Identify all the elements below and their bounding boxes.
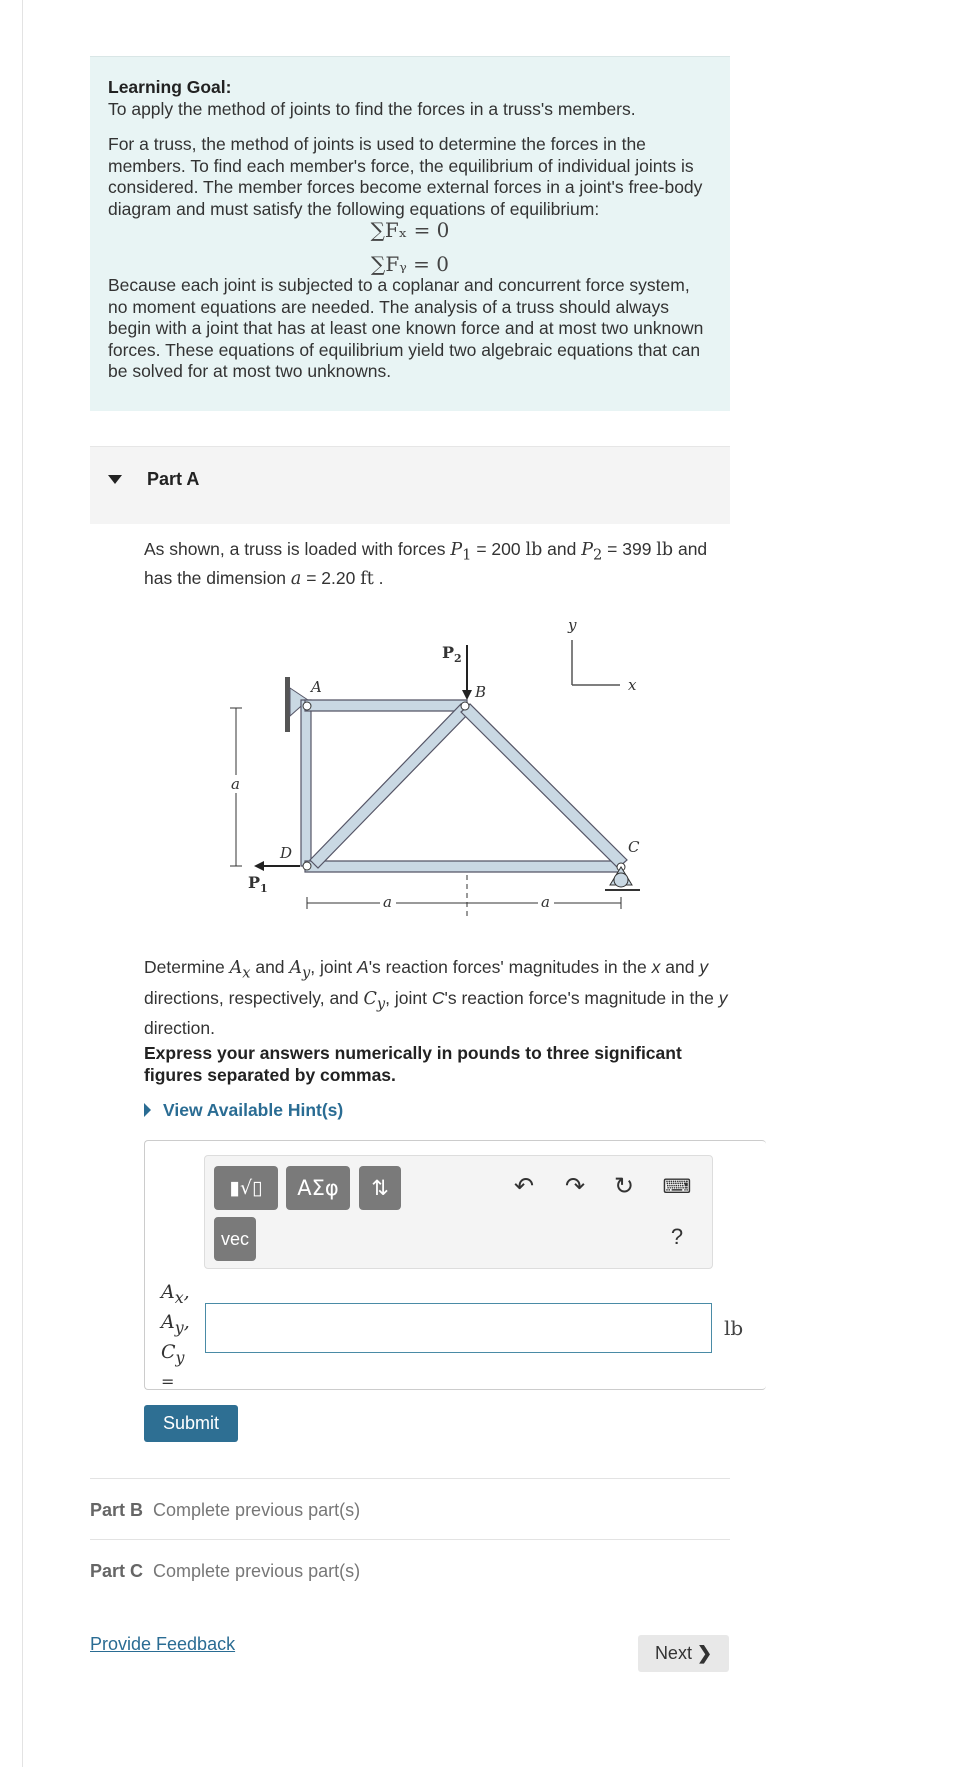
p1-label: $P_1$ — [248, 873, 268, 895]
part-a-header[interactable] — [90, 446, 730, 524]
template-button[interactable]: ▮√▯ — [214, 1166, 278, 1210]
dim-bottom-label-1: a — [383, 893, 392, 911]
member-dc — [305, 861, 622, 872]
subscript-superscript-button[interactable]: ⇅ — [359, 1166, 401, 1210]
joint-c-label: C — [628, 838, 640, 856]
learning-goal-intro: To apply the method of joints to find the forces in a truss's members. — [108, 98, 636, 119]
divider-part-b — [90, 1478, 730, 1479]
submit-button[interactable]: Submit — [144, 1405, 238, 1442]
joint-a-pin — [303, 702, 311, 710]
vector-button[interactable]: vec — [214, 1217, 256, 1261]
part-c-row[interactable]: Part C Complete previous part(s) — [90, 1561, 361, 1581]
answer-input[interactable] — [205, 1303, 712, 1353]
wall-support — [285, 677, 290, 732]
part-b-row[interactable]: Part B Complete previous part(s) — [90, 1500, 361, 1520]
joint-d-pin — [303, 862, 311, 870]
equation-sum-fx: ∑Fₓ = 0 — [370, 218, 450, 242]
dim-left-label: a — [231, 775, 240, 793]
keyboard-icon[interactable]: ⌨ — [662, 1174, 692, 1198]
problem-statement: As shown, a truss is loaded with forces $P_1 = 200$ lb and $P_2 = 399$ lb and has the dimension a = 2.20 ft . — [144, 539, 708, 589]
learning-goal-para2: Because each joint is subjected to a coplanar and concurrent force system, no moment equations are needed. The analysis of a truss should always begin with a joint that has at least one known force and at most two unknown forces. These equations of equilibrium yield two algebraic equations that can be solved for at most two unknowns. — [108, 275, 704, 381]
undo-icon[interactable]: ↶ — [513, 1172, 535, 1200]
joint-a-label: A — [311, 678, 322, 696]
chevron-right-icon: ❯ — [696, 1643, 713, 1663]
roller-wheel-c — [614, 873, 628, 887]
member-db — [310, 704, 470, 868]
view-hints-link[interactable]: View Available Hint(s) — [144, 1100, 343, 1121]
member-ad — [301, 700, 311, 866]
reset-icon[interactable]: ↻ — [613, 1172, 635, 1200]
joint-d-label: D — [280, 844, 293, 862]
p2-arrow-head — [462, 690, 472, 700]
answer-instruction: Express your answers numerically in pounds to three significant figures separated by commas. — [144, 1043, 682, 1085]
truss-figure — [220, 610, 650, 930]
learning-goal-panel — [90, 56, 730, 411]
answer-unit: lb — [724, 1316, 744, 1340]
part-a-title: Part A — [147, 469, 200, 489]
joint-b-pin — [461, 702, 469, 710]
hint-expand-icon — [144, 1103, 151, 1117]
learning-goal-para1: For a truss, the method of joints is used to determine the forces in the members. To find each member's force, the equilibrium of individual joints is considered. The member forces become external forces in a joint's free-body diagram and must satisfy the following equations of equilibrium: — [108, 134, 703, 219]
joint-b-label: B — [475, 683, 487, 701]
math-toolbar — [204, 1155, 713, 1269]
equation-sum-fy: ∑Fᵧ = 0 — [371, 251, 449, 276]
learning-goal-heading: Learning Goal: — [108, 77, 232, 97]
collapse-triangle-icon[interactable] — [108, 475, 122, 484]
y-axis-label: y — [568, 616, 577, 634]
member-ab — [305, 700, 467, 711]
provide-feedback-link[interactable]: Provide Feedback — [90, 1634, 236, 1654]
p2-label: $P_2$ — [442, 643, 462, 665]
p1-arrow-head — [254, 861, 264, 871]
help-button[interactable]: ? — [670, 1224, 684, 1249]
left-border — [22, 0, 23, 1767]
dim-bottom-label-2: a — [541, 893, 550, 911]
x-axis-label: x — [628, 676, 637, 694]
answer-variable-label: $A_x$, $A_y$, $C_y$ = — [161, 1281, 190, 1392]
redo-icon[interactable]: ↷ — [564, 1172, 586, 1200]
divider-part-c — [90, 1539, 730, 1540]
greek-symbols-button[interactable]: ΑΣφ — [286, 1166, 350, 1210]
member-bc — [461, 704, 627, 868]
question-text: Determine $A_x$ and $A_y$, joint A's reaction forces' magnitudes in the x and y directions, respectively, and $C_y$, joint C's reaction force's magnitude in the y direction. — [144, 957, 728, 1038]
next-button[interactable]: Next ❯ — [638, 1635, 729, 1672]
